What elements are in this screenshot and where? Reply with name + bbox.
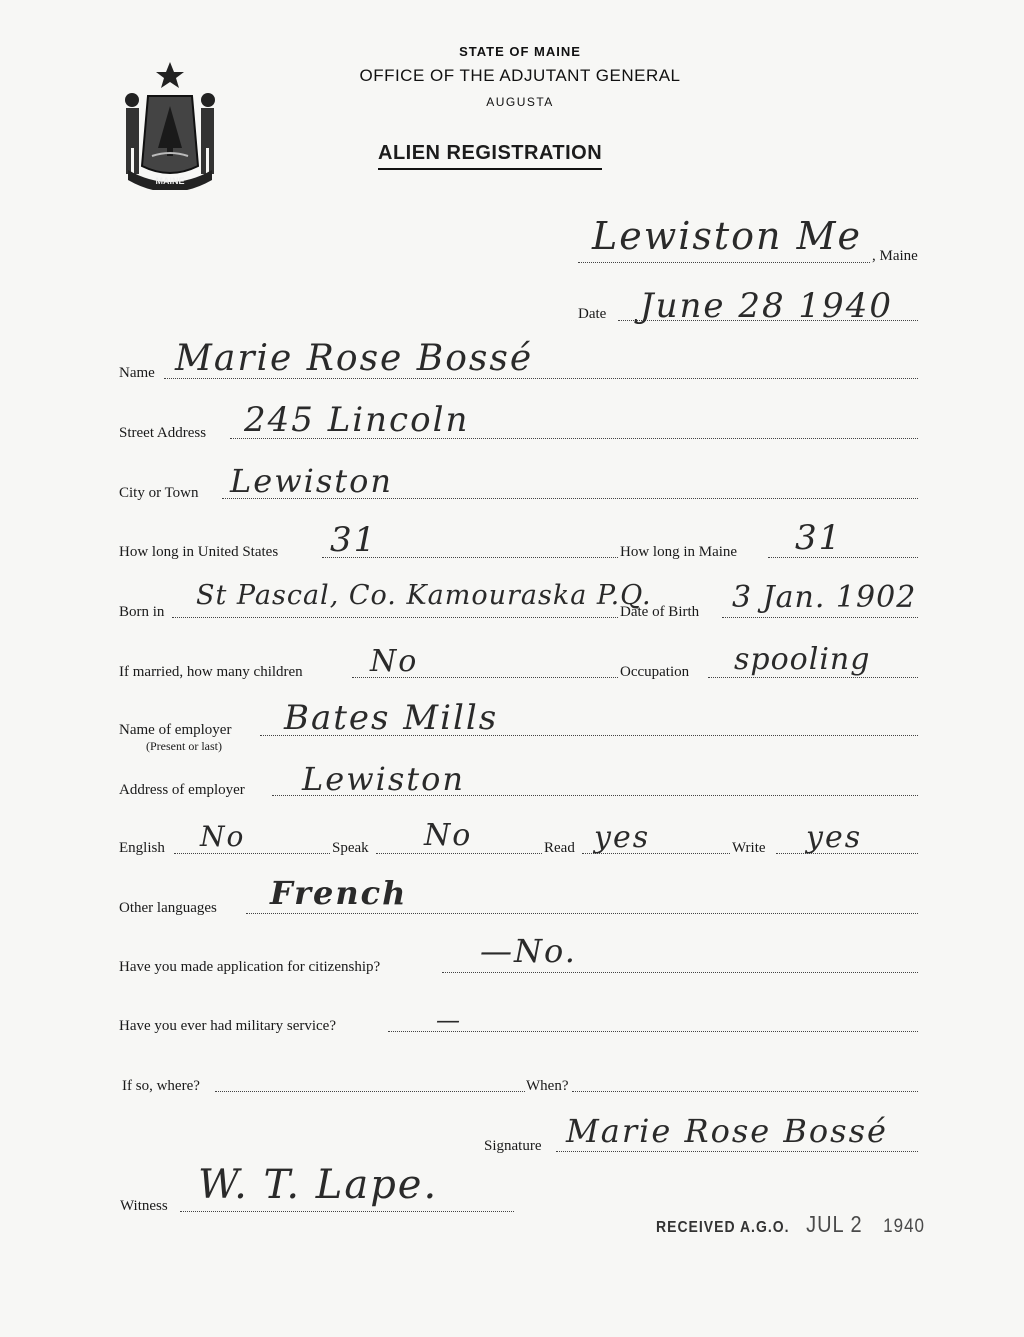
form-title: ALIEN REGISTRATION [378, 142, 602, 170]
born-value: St Pascal, Co. Kamouraska P.Q. [196, 580, 652, 611]
english-label: English [119, 840, 165, 856]
read-value: yes [594, 820, 651, 855]
children-label: If married, how many children [119, 664, 303, 680]
witness-value: W. T. Lape. [198, 1162, 439, 1208]
employer-value: Bates Mills [284, 698, 499, 738]
employer-label: Name of employer [119, 722, 232, 738]
date-value: June 28 1940 [640, 286, 893, 326]
speak-label: Speak [332, 840, 369, 856]
city-heading: AUGUSTA [486, 95, 554, 109]
military-label: Have you ever had military service? [119, 1018, 336, 1034]
employer-address-label: Address of employer [119, 782, 245, 798]
speak-value: No [424, 818, 473, 853]
in-maine-label: How long in Maine [620, 544, 738, 560]
when-label: When? [526, 1078, 569, 1094]
stamp-lead: RECEIVED A.G.O. [656, 1216, 790, 1236]
signature-value: Marie Rose Bossé [566, 1112, 888, 1150]
employer-sublabel: (Present or last) [146, 739, 222, 753]
employer-address-value: Lewiston [302, 760, 465, 798]
name-value: Marie Rose Bossé [175, 338, 534, 379]
english-value: No [200, 820, 246, 853]
place-suffix: , Maine [872, 248, 918, 264]
other-languages-label: Other languages [119, 900, 217, 916]
place-value: Lewiston Me [592, 214, 863, 258]
in-us-label: How long in United States [119, 544, 279, 560]
city-value: Lewiston [230, 462, 393, 500]
children-value: No [370, 644, 419, 679]
where-label: If so, where? [122, 1078, 200, 1094]
occupation-value: spooling [734, 642, 871, 677]
in-us-value: 31 [330, 520, 378, 560]
dob-label: Date of Birth [620, 604, 700, 620]
in-maine-value: 31 [795, 518, 843, 558]
dob-value: 3 Jan. 1902 [732, 580, 917, 615]
write-label: Write [732, 840, 766, 856]
stamp-year: 1940 [883, 1214, 925, 1237]
street-value: 245 Lincoln [244, 400, 470, 440]
citizenship-label: Have you made application for citizenship? [119, 959, 381, 975]
received-stamp [656, 1212, 925, 1238]
city-label: City or Town [119, 485, 199, 501]
svg-text:MAINE: MAINE [155, 176, 185, 186]
citizenship-value: —No. [480, 932, 577, 970]
street-label: Street Address [119, 425, 207, 441]
occupation-label: Occupation [620, 664, 690, 680]
signature-label: Signature [484, 1138, 542, 1154]
born-label: Born in [119, 604, 165, 620]
read-label: Read [544, 840, 575, 856]
name-label: Name [119, 365, 155, 381]
maine-seal-icon [118, 58, 222, 190]
military-value: — [436, 1006, 462, 1034]
write-value: yes [806, 820, 863, 855]
date-label: Date [578, 306, 607, 322]
state-heading: STATE OF MAINE [459, 44, 581, 59]
witness-label: Witness [120, 1198, 168, 1214]
stamp-date: JUL 2 [806, 1212, 863, 1238]
other-languages-value: French [270, 874, 408, 912]
office-heading: OFFICE OF THE ADJUTANT GENERAL [359, 66, 681, 85]
